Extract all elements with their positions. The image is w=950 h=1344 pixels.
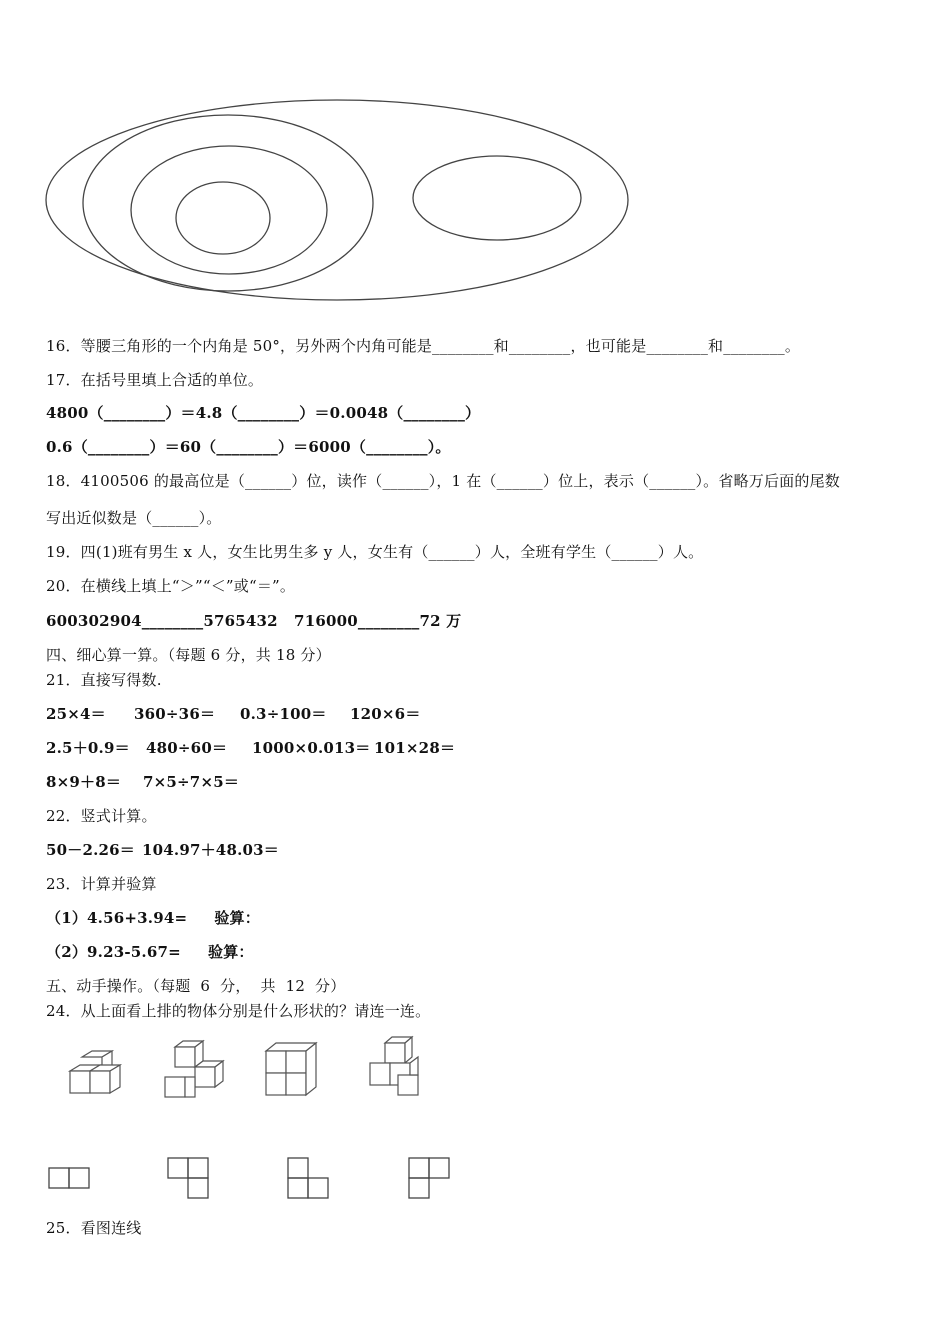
question-19: 19．四(1)班有男生 x 人，女生比男生多 y 人，女生有（______）人，全班有学生（______）人。 (46, 543, 704, 561)
cube-stack-1 (70, 1051, 120, 1093)
top-view-1 (49, 1168, 89, 1188)
question-23-line-2: （2）9.23-5.67= 验算： (46, 943, 254, 961)
question-20-title: 20．在横线上填上“＞”“＜”或“＝”。 (46, 577, 296, 595)
calc-item: 2.5＋0.9＝ (46, 739, 130, 757)
calc-item: 101×28＝ (374, 739, 456, 757)
calc-item: 8×9＋8＝ (46, 773, 122, 791)
calc-item: 0.3÷100＝ (240, 705, 327, 723)
question-24: 24．从上面看上排的物体分别是什么形状的？请连一连。 (46, 1002, 431, 1020)
nested-ellipses-diagram (40, 95, 640, 307)
question-25: 25．看图连线 (46, 1219, 142, 1237)
section-5-heading: 五、动手操作。（每题 6 分， 共 12 分） (46, 977, 346, 995)
top-view-4 (409, 1158, 449, 1198)
question-23-line-1: （1）4.56+3.94= 验算： (46, 909, 260, 927)
cube-stacks-row (60, 1035, 440, 1105)
question-21-title: 21．直接写得数. (46, 671, 162, 689)
question-18-line-2: 写出近似数是（______）。 (46, 509, 222, 527)
question-17-title: 17．在括号里填上合适的单位。 (46, 371, 264, 389)
question-16: 16．等腰三角形的一个内角是 50°，另外两个内角可能是________和________，也可能是________和________。 (46, 337, 801, 355)
cube-stack-4 (370, 1037, 418, 1095)
cube-stack-3 (266, 1043, 316, 1095)
calc-item: 1000×0.013＝ (252, 739, 371, 757)
question-17-line-1: 4800（________）＝4.8（________）＝0.0048（________） (46, 404, 481, 422)
top-view-3 (288, 1158, 328, 1198)
small-ellipse (176, 182, 270, 254)
calc-item: 7×5÷7×5＝ (143, 773, 240, 791)
question-23-title: 23．计算并验算 (46, 875, 157, 893)
top-views-row (44, 1152, 464, 1204)
calc-item: 480÷60＝ (146, 739, 228, 757)
section-4-heading: 四、细心算一算。（每题 6 分，共 18 分） (46, 646, 331, 664)
calc-item: 50－2.26＝ (46, 841, 136, 859)
calc-item: 25×4＝ (46, 705, 106, 723)
question-18-line-1: 18．4100506 的最高位是（______）位，读作（______），1 在（______）位上，表示（______）。省略万后面的尾数 (46, 472, 840, 490)
calc-item: 104.97＋48.03＝ (142, 841, 279, 859)
top-view-2 (168, 1158, 208, 1198)
calc-item: 360÷36＝ (134, 705, 216, 723)
cube-stack-2 (165, 1041, 223, 1097)
medium-ellipse (131, 146, 327, 274)
large-ellipse (83, 115, 373, 291)
question-22-title: 22．竖式计算。 (46, 807, 157, 825)
calc-item: 120×6＝ (350, 705, 421, 723)
question-17-line-2: 0.6（________）＝60（________）＝6000（________）。 (46, 438, 451, 456)
question-20-line: 600302904________5765432 716000________72 万 (46, 612, 462, 630)
right-ellipse (413, 156, 581, 240)
